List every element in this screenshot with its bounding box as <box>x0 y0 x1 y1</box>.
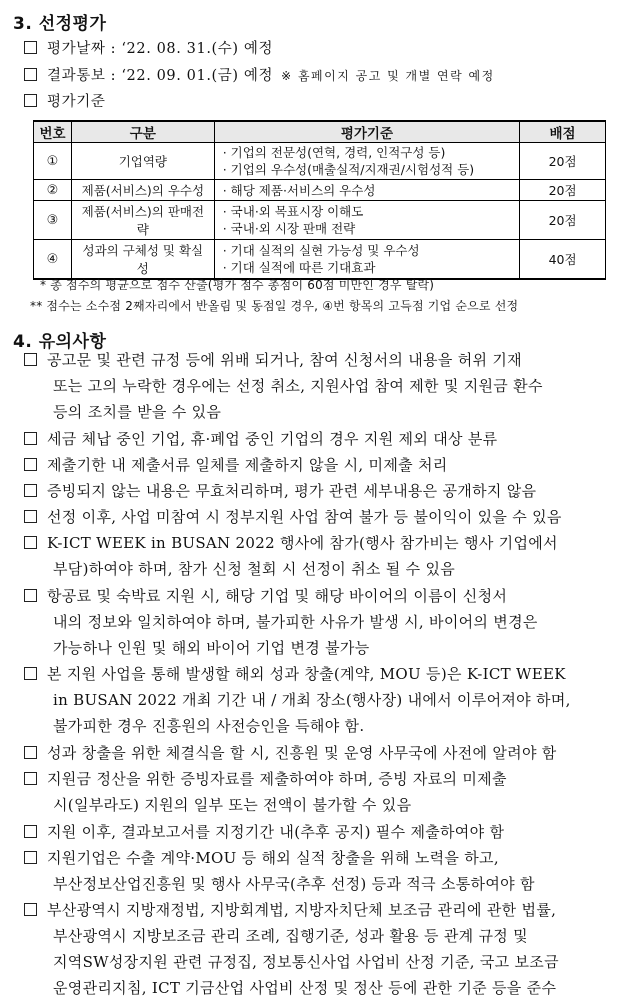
notice-item <box>22 819 622 845</box>
bullet-result-notice: 결과통보 : ‘22. 09. 01.(금) 예정 ※ 홈페이지 공고 및 개별 연락 예정 <box>22 64 495 85</box>
notice-item <box>22 347 622 425</box>
checkbox-icon <box>24 458 37 471</box>
checkbox-icon <box>24 536 37 549</box>
header-criteria: 평가기준 <box>214 121 519 143</box>
table-row: ③ 제품(서비스)의 판매전략 · 국내·외 목표시장 이해도 · 국내·외 시장 판매 전략 20점 <box>34 201 606 240</box>
notice-text: 가능하나 인원 및 해외 바이어 기업 변경 불가능 <box>53 638 370 657</box>
header-score: 배점 <box>520 121 606 143</box>
section-4-title: 4. 유의사항 <box>13 332 107 352</box>
notice-text: 지원 이후, 결과보고서를 지정기간 내(추후 공지) 필수 제출하여야 함 <box>47 822 505 841</box>
notice-text: 시(일부라도) 지원의 일부 또는 전액이 불가할 수 있음 <box>53 796 412 815</box>
notice-text: 부담)하여야 하며, 참가 신청 철회 시 선정이 취소 될 수 있음 <box>53 560 456 579</box>
notice-text: K-ICT WEEK in BUSAN 2022 행사에 참가(행사 참가비는 행사 기업에서 <box>47 534 558 553</box>
notice-text: 공고문 및 관련 규정 등에 위배 되거나, 참여 신청서의 내용을 허위 기재 <box>47 351 522 369</box>
notice-item <box>22 426 622 452</box>
table-row: ① 기업역량 · 기업의 전문성(연혁, 경력, 인적구성 등) · 기업의 우수성(매출실적/지재권/시험성적 등) 20점 <box>34 143 606 180</box>
notice-item <box>22 504 622 530</box>
notice-item <box>22 530 622 582</box>
checkbox-icon <box>24 825 37 838</box>
checkbox-icon <box>24 484 37 497</box>
footnote-2: ** 점수는 소수점 2째자리에서 반올림 및 동점일 경우, ④번 항목의 고득점 기업 순으로 선정 <box>30 299 519 313</box>
notice-item <box>22 583 622 661</box>
notice-text: 부산정보산업진흥원 및 행사 사무국(추후 선정) 등과 적극 소통하여야 함 <box>53 874 535 893</box>
header-category: 구분 <box>71 121 214 143</box>
checkbox-icon <box>24 667 37 680</box>
notice-text: 성과 창출을 위한 체결식을 할 시, 진흥원 및 운영 사무국에 사전에 알려야 함 <box>47 744 557 762</box>
checkbox-icon <box>24 851 37 864</box>
notice-item <box>22 478 622 504</box>
section-3-title: 3. 선정평가 <box>13 14 107 34</box>
checkbox-icon <box>24 746 37 759</box>
notice-item <box>22 845 622 897</box>
notice-text: 증빙되지 않는 내용은 무효처리하며, 평가 관련 세부내용은 공개하지 않음 <box>47 482 537 500</box>
notice-text: 항공료 및 숙박료 지원 시, 해당 기업 및 해당 바이어의 이름이 신청서 <box>47 586 508 605</box>
notice-text: in BUSAN 2022 개최 기간 내 / 개최 장소(행사장) 내에서 이루어져야 하며, <box>53 691 571 710</box>
notice-text: 또는 고의 누락한 경우에는 선정 취소, 지원사업 참여 제한 및 지원금 환수 <box>53 377 543 395</box>
notice-text: 지역SW성장지원 관련 규정집, 정보통신사업 사업비 산정 기준, 국고 보조금 <box>53 953 559 972</box>
notice-text: 불가피한 경우 진흥원의 사전승인을 득해야 함. <box>53 717 365 736</box>
notice-text: 본 지원 사업을 통해 발생할 해외 성과 창출(계약, MOU 등)은 K-ICT WEEK <box>47 665 566 684</box>
bullet-eval-criteria: 평가기준 <box>22 90 105 111</box>
notice-text: 등의 조치를 받을 수 있음 <box>53 403 222 421</box>
notice-text: 내의 정보와 일치하여야 하며, 불가피한 사유가 발생 시, 바이어의 변경은 <box>53 612 538 631</box>
checkbox-icon <box>24 903 37 916</box>
checkbox-icon <box>24 68 37 81</box>
notice-text: 세금 체납 중인 기업, 휴·폐업 중인 기업의 경우 지원 제외 대상 분류 <box>47 429 498 448</box>
notice-text: 부산광역시 지방보조금 관리 조례, 집행기준, 성과 활용 등 관계 규정 및 <box>53 927 528 946</box>
notice-item <box>22 897 622 1001</box>
table-row: ④ 성과의 구체성 및 확실성 · 기대 실적의 실현 가능성 및 우수성 · 기대 실적에 따른 기대효과 40점 <box>34 240 606 280</box>
checkbox-icon <box>24 589 37 602</box>
footnote-1: * 총 점수의 평균으로 점수 산출(평가 점수 총점이 60점 미만인 경우 탈락) <box>40 278 435 292</box>
notice-text: 선정 이후, 사업 미참여 시 정부지원 사업 참여 불가 등 불이익이 있을 수 있음 <box>47 508 562 527</box>
notice-text: 지원금 정산을 위한 증빙자료를 제출하여야 하며, 증빙 자료의 미제출 <box>47 770 507 789</box>
checkbox-icon <box>24 772 37 785</box>
notice-item <box>22 766 622 818</box>
notice-item <box>22 661 622 739</box>
checkbox-icon <box>24 510 37 523</box>
criteria-table <box>33 120 606 280</box>
notice-text: 운영관리지침, ICT 기금산업 사업비 산정 및 정산 등에 관한 기준 등을 준수 <box>53 979 557 998</box>
header-no: 번호 <box>34 121 72 143</box>
bullet-eval-date: 평가날짜 : ‘22. 08. 31.(수) 예정 <box>22 37 273 58</box>
notice-text: 부산광역시 지방재정법, 지방회계법, 지방자치단체 보조금 관리에 관한 법률, <box>47 901 557 920</box>
checkbox-icon <box>24 41 37 54</box>
result-note: ※ 홈페이지 공고 및 개별 연락 예정 <box>281 69 495 83</box>
notice-text: 지원기업은 수출 계약·MOU 등 해외 실적 창출을 위해 노력을 하고, <box>47 848 499 867</box>
checkbox-icon <box>24 353 37 366</box>
table-header-row <box>34 121 606 143</box>
table-row: ② 제품(서비스)의 우수성 · 해당 제품·서비스의 우수성 20점 <box>34 180 606 201</box>
notice-text: 제출기한 내 제출서류 일체를 제출하지 않을 시, 미제출 처리 <box>47 455 448 474</box>
notice-item <box>22 452 622 478</box>
checkbox-icon <box>24 432 37 445</box>
notice-item <box>22 740 622 766</box>
checkbox-icon <box>24 94 37 107</box>
